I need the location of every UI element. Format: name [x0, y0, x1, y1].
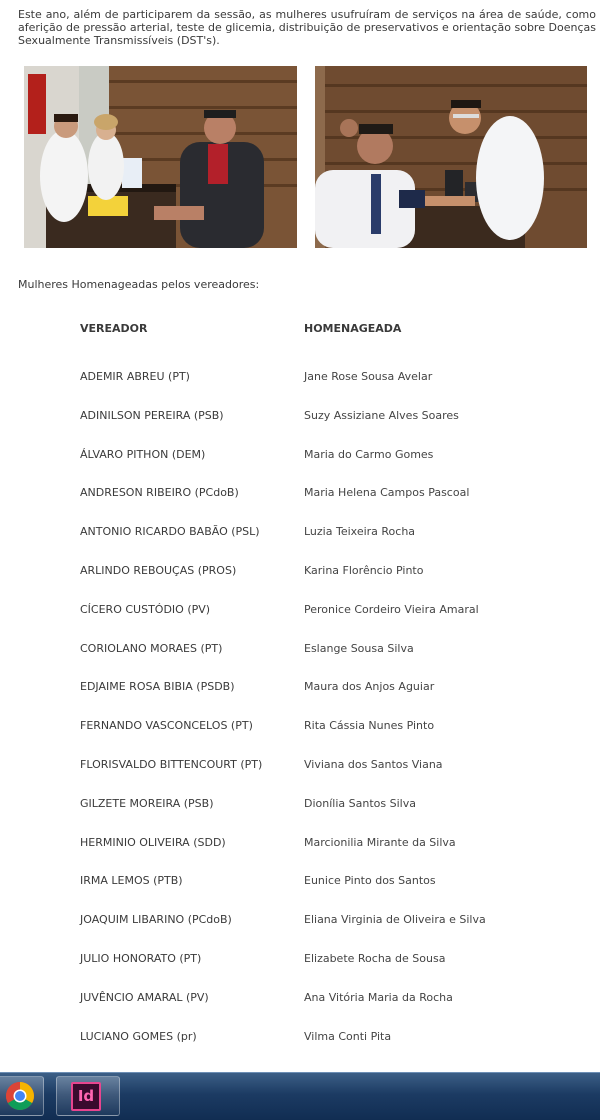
vereador-cell: FLORISVALDO BITTENCOURT (PT) — [80, 757, 263, 771]
table-row — [80, 719, 580, 758]
homenageada-cell: Eunice Pinto dos Santos — [304, 874, 436, 888]
table-row — [80, 952, 580, 991]
table-row — [80, 680, 580, 719]
vereador-cell: ARLINDO REBOUÇAS (PROS) — [80, 563, 237, 577]
vereador-cell: JUVÊNCIO AMARAL (PV) — [80, 990, 209, 1004]
homenageada-cell: Elizabete Rocha de Sousa — [304, 951, 446, 965]
table-row — [80, 1030, 580, 1069]
vereador-cell: CÍCERO CUSTÓDIO (PV) — [80, 602, 211, 616]
photo-health-service-glucose — [24, 66, 297, 248]
honorees-section-title: Mulheres Homenageadas pelos vereadores: — [18, 278, 260, 291]
vereador-cell: GILZETE MOREIRA (PSB) — [80, 796, 214, 810]
table-row — [80, 836, 580, 875]
homenageada-cell: Vilma Conti Pita — [304, 1029, 392, 1043]
table-row — [80, 874, 580, 913]
homenageada-cell: Maria Helena Campos Pascoal — [304, 486, 470, 500]
taskbar-indesign-button[interactable] — [56, 1076, 120, 1116]
vereador-cell: ADEMIR ABREU (PT) — [80, 370, 190, 383]
homenageada-cell: Maura dos Anjos Aguiar — [304, 680, 435, 694]
vereador-cell: CORIOLANO MORAES (PT) — [80, 641, 223, 655]
homenageada-cell: Maria do Carmo Gomes — [304, 447, 434, 461]
table-header — [80, 322, 580, 342]
chrome-icon — [5, 1081, 35, 1111]
table-row — [80, 797, 580, 836]
homenageada-cell: Suzy Assiziane Alves Soares — [304, 408, 459, 422]
table-row — [80, 448, 580, 487]
homenageada-cell: Rita Cássia Nunes Pinto — [304, 719, 435, 733]
table-row — [80, 525, 580, 564]
table-row — [80, 409, 580, 448]
honorees-table — [80, 322, 580, 1068]
table-body — [80, 370, 580, 1068]
vereador-cell: LUCIANO GOMES (pr) — [80, 1029, 197, 1043]
vereador-cell: ADINILSON PEREIRA (PSB) — [80, 408, 224, 422]
vereador-cell: ÁLVARO PITHON (DEM) — [80, 447, 206, 461]
vereador-cell: FERNANDO VASCONCELOS (PT) — [80, 719, 253, 733]
table-row — [80, 370, 580, 409]
taskbar-chrome-button[interactable] — [0, 1076, 44, 1116]
homenageada-cell: Ana Vitória Maria da Rocha — [304, 990, 453, 1004]
indesign-icon: Id — [71, 1082, 101, 1111]
vereador-cell: IRMA LEMOS (PTB) — [80, 874, 183, 888]
vereador-cell: EDJAIME ROSA BIBIA (PSDB) — [80, 680, 235, 694]
table-row — [80, 758, 580, 797]
vereador-cell: ANTONIO RICARDO BABÃO (PSL) — [80, 525, 260, 539]
column-header-homenageada: HOMENAGEADA — [304, 322, 402, 335]
vereador-cell: JOAQUIM LIBARINO (PCdoB) — [80, 913, 232, 927]
table-row — [80, 564, 580, 603]
table-row — [80, 913, 580, 952]
homenageada-cell: Eslange Sousa Silva — [304, 641, 414, 655]
column-header-vereador: VEREADOR — [80, 322, 148, 335]
photo-health-service-blood-pressure — [315, 66, 587, 248]
homenageada-cell: Jane Rose Sousa Avelar — [304, 370, 433, 383]
vereador-cell: ANDRESON RIBEIRO (PCdoB) — [80, 486, 239, 500]
vereador-cell: HERMINIO OLIVEIRA (SDD) — [80, 835, 226, 849]
table-row — [80, 603, 580, 642]
vereador-cell: JULIO HONORATO (PT) — [80, 951, 202, 965]
homenageada-cell: Viviana dos Santos Viana — [304, 757, 443, 771]
homenageada-cell: Peronice Cordeiro Vieira Amaral — [304, 602, 479, 616]
windows-taskbar — [0, 1072, 600, 1120]
intro-paragraph: Este ano, além de participarem da sessão, as mulheres usufruíram de serviços na área de saúde, como aferição de pressão arterial, teste de glicemia, distribuição de preservativos e orientação sobre Doenças Sexualmente Transmissíveis (DST's). — [18, 8, 596, 47]
table-row — [80, 991, 580, 1030]
homenageada-cell: Marcionilia Mirante da Silva — [304, 835, 456, 849]
homenageada-cell: Luzia Teixeira Rocha — [304, 525, 416, 539]
table-row — [80, 486, 580, 525]
homenageada-cell: Eliana Virginia de Oliveira e Silva — [304, 913, 486, 927]
table-row — [80, 642, 580, 681]
homenageada-cell: Karina Florêncio Pinto — [304, 563, 424, 577]
homenageada-cell: Dionília Santos Silva — [304, 796, 416, 810]
